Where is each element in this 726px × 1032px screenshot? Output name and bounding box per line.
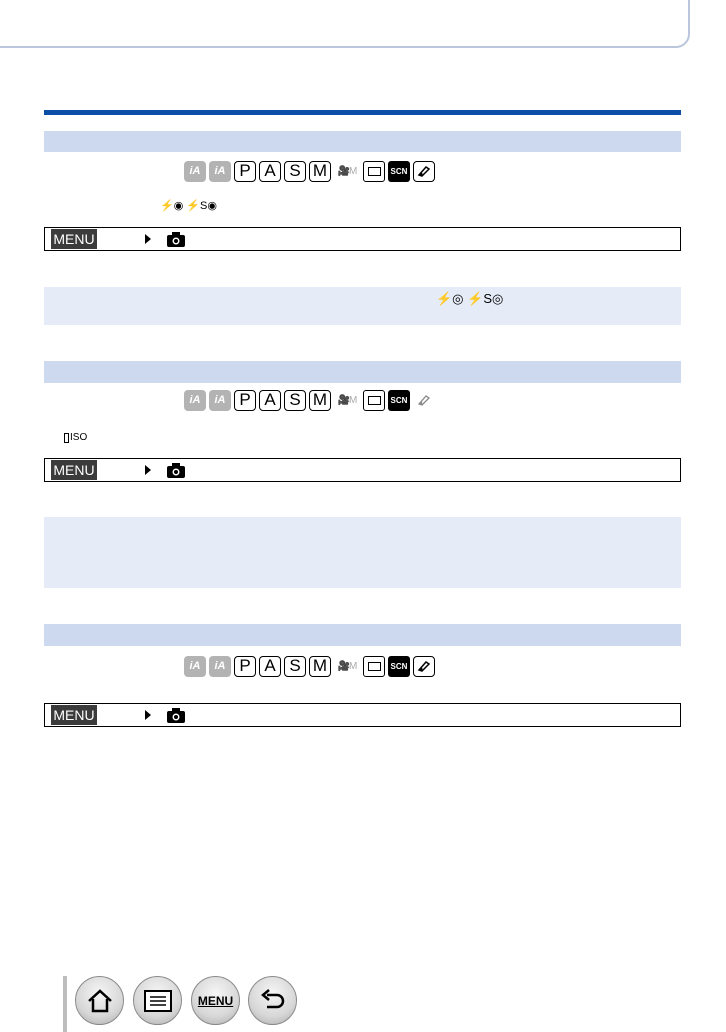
intelligent-auto-plus-icon: iA [209,390,231,411]
creative-video-icon: 🎥M [337,660,357,672]
scene-guide-icon: SCN [388,390,410,411]
manual-mode-icon: M [309,656,331,677]
manual-mode-icon: M [309,390,331,411]
intelligent-auto-plus-icon: iA [209,161,231,182]
aperture-priority-icon: A [259,161,281,182]
aperture-priority-icon: A [259,656,281,677]
manual-mode-icon: M [309,161,331,182]
menu-badge: MENU [51,229,97,249]
creative-control-icon [413,161,435,182]
section-header-band-2 [44,361,681,383]
menu-path-bar-2 [44,458,681,482]
back-button[interactable] [248,976,297,1025]
creative-video-icon: 🎥M [337,394,357,406]
note-box-2 [44,517,681,588]
header-frame [0,0,690,48]
contents-button[interactable] [133,976,182,1025]
panorama-icon [363,390,385,411]
menu-path-bar-1 [44,227,681,251]
mode-icons-row-2 [184,389,435,411]
menu-icon: MENU [197,993,234,1008]
intelligent-auto-icon: iA [184,390,206,411]
scene-guide-icon: SCN [388,656,410,677]
menu-path-bar-3 [44,703,681,727]
iso-auto-icon: ISO [64,432,87,443]
shutter-priority-icon: S [284,390,306,411]
intelligent-auto-icon: iA [184,656,206,677]
home-icon [86,988,114,1014]
red-eye-flash-icons: ⚡◎ ⚡S◎ [436,291,504,306]
creative-control-icon [413,390,435,411]
mode-icons-row-1 [184,160,435,182]
panorama-icon [363,161,385,182]
aperture-priority-icon: A [259,390,281,411]
section-header-band-3 [44,624,681,646]
intelligent-auto-plus-icon: iA [209,656,231,677]
camera-icon [167,708,185,723]
program-mode-icon: P [234,161,256,182]
program-mode-icon: P [234,390,256,411]
panorama-icon [363,656,385,677]
menu-list-button[interactable] [191,976,240,1025]
creative-video-icon: 🎥M [337,165,357,177]
scene-guide-icon: SCN [388,161,410,182]
note-box-1 [44,287,681,325]
intelligent-auto-icon: iA [184,161,206,182]
nav-side-bar [63,976,67,1032]
program-mode-icon: P [234,656,256,677]
flash-red-eye-icons: ⚡◉ ⚡S◉ [160,200,217,212]
home-button[interactable] [75,976,124,1025]
section-header-band-1 [44,131,681,152]
arrow-icon [145,465,151,475]
camera-icon [167,463,185,478]
camera-icon [167,232,185,247]
list-icon [144,990,172,1012]
creative-control-icon [413,656,435,677]
back-icon [259,989,287,1013]
mode-icons-row-3 [184,655,435,677]
arrow-icon [145,234,151,244]
menu-badge: MENU [51,705,97,725]
shutter-priority-icon: S [284,656,306,677]
shutter-priority-icon: S [284,161,306,182]
menu-badge: MENU [51,460,97,480]
title-rule [44,110,681,115]
arrow-icon [145,710,151,720]
